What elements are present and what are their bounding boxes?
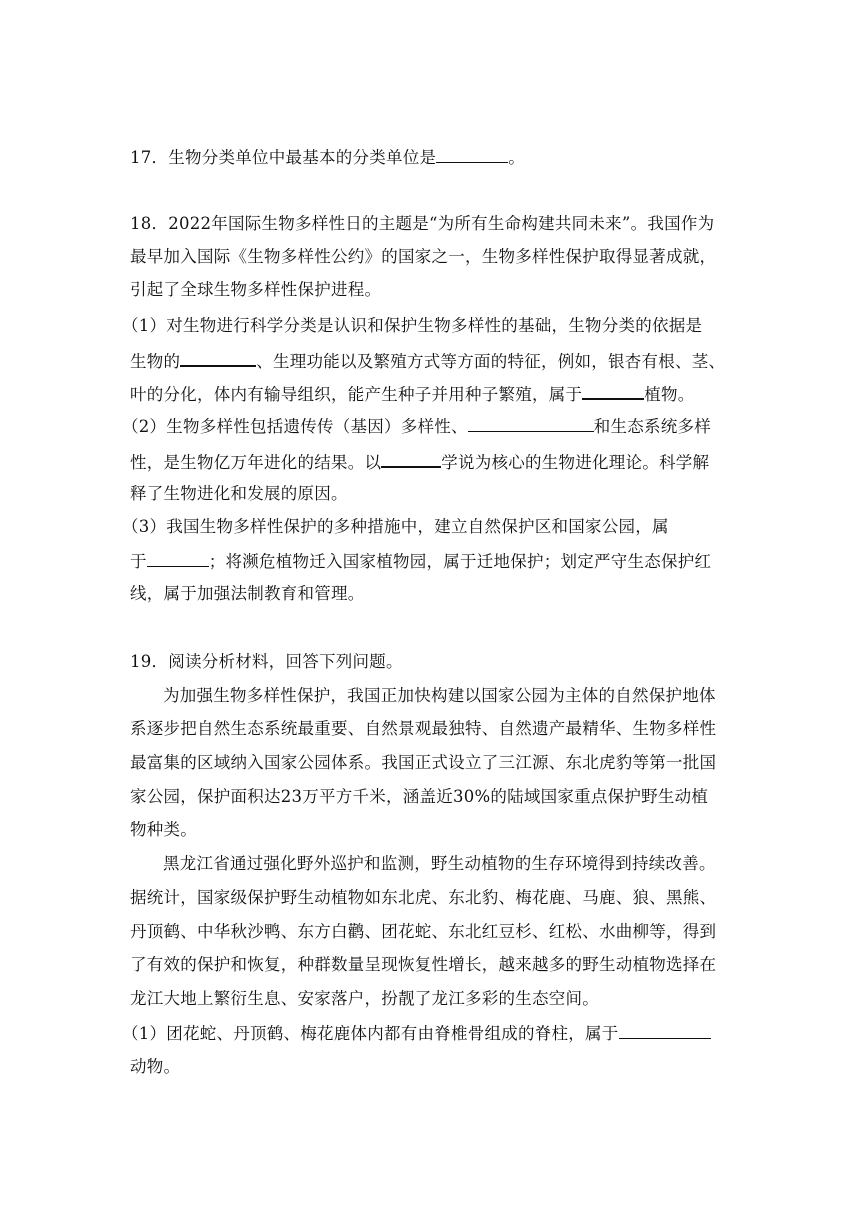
q18-part2-line-3: 释了生物进化和发展的原因。: [130, 484, 348, 503]
q18-part1-text: 生物的: [130, 352, 181, 371]
q18-stem-line-2: 最早加入国际《生物多样性公约》的国家之一，生物多样性保护取得显著成就，: [130, 247, 717, 266]
q19-title: 19．阅读分析材料，回答下列问题。: [130, 652, 403, 671]
q18-part1-line-2: [130, 348, 725, 374]
q17-text: 17．生物分类单位中最基本的分类单位是: [130, 148, 437, 167]
q18-part3-text: ；将濒危植物迁入国家植物园，属于迁地保护；划定严守生态保护红: [208, 552, 712, 571]
q18-part2-line-2: [130, 449, 709, 475]
q18-part1-blank-2[interactable]: [582, 381, 644, 400]
q19-para2-line-3: 丹顶鹤、中华秋沙鸭、东方白鹳、团花蛇、东北红豆杉、红松、水曲柳等，得到: [130, 922, 717, 941]
q18-stem-line-1: 18．2022年国际生物多样性日的主题是“为所有生命构建共同未来”。我国作为: [130, 214, 715, 233]
q18-part2-line-1: [122, 414, 711, 439]
q18-part1-line-1: （1）对生物进行科学分类是认识和保护生物多样性的基础，生物分类的依据是: [122, 316, 703, 335]
q19-part1-text: （1）团花蛇、丹顶鹤、梅花鹿体内都有由脊椎骨组成的脊柱，属于: [122, 1024, 619, 1043]
q18-part3-line-3: 线，属于加强法制教育和管理。: [130, 584, 365, 603]
q18-part3-line-2: [130, 549, 711, 574]
q17-text-end: 。: [508, 148, 525, 167]
q18-part1-text: 植物。: [644, 385, 695, 404]
q18-part2-blank-2[interactable]: [381, 449, 441, 468]
q19-part1-blank[interactable]: [619, 1021, 711, 1039]
q17-answer-blank[interactable]: [436, 145, 508, 163]
q19-para1-line-4: 家公园，保护面积达23万平方千米，涵盖近30%的陆域国家重点保护野生动植: [130, 787, 709, 806]
q18-part2-blank-1[interactable]: [468, 414, 594, 432]
q18-part2-text: 和生态系统多样: [593, 417, 711, 436]
q19-part1-line-2: 动物。: [130, 1057, 181, 1076]
q19-para2-line-5: 龙江大地上繁衍生息、安家落户，扮靓了龙江多彩的生态空间。: [130, 989, 599, 1008]
q18-part3-blank[interactable]: [147, 549, 209, 567]
q18-part1-blank-1[interactable]: [180, 348, 256, 367]
q18-part1-line-3: [130, 381, 695, 407]
q19-para2-line-2: 据统计，国家级保护野生动植物如东北虎、东北豹、梅花鹿、马鹿、狼、黑熊、: [130, 888, 717, 907]
q18-part3-text: 于: [130, 552, 147, 571]
q17-line: [130, 145, 525, 170]
q18-part2-text: 性，是生物亿万年进化的结果。以: [130, 453, 382, 472]
q19-para1-line-3: 最富集的区域纳入国家公园体系。我国正式设立了三江源、东北虎豹等第一批国: [130, 753, 717, 772]
q18-part1-text: 、生理功能以及繁殖方式等方面的特征，例如，银杏有根、茎、: [256, 352, 726, 371]
q19-para2-line-1: 黑龙江省通过强化野外巡护和监测，野生动植物的生存环境得到持续改善。: [163, 854, 716, 873]
q18-part1-text: 叶的分化，体内有输导组织，能产生种子并用种子繁殖，属于: [130, 385, 583, 404]
q18-part3-line-1: （3）我国生物多样性保护的多种措施中，建立自然保护区和国家公园，属: [122, 517, 669, 536]
q19-para2-line-4: 了有效的保护和恢复，种群数量呈现恢复性增长，越来越多的野生动植物选择在: [130, 955, 717, 974]
q19-para1-line-5: 物种类。: [130, 820, 197, 839]
q19-para1-line-1: 为加强生物多样性保护，我国正加快构建以国家公园为主体的自然保护地体: [163, 686, 716, 705]
q18-part2-text: （2）生物多样性包括遗传传（基因）多样性、: [122, 417, 468, 436]
q18-stem-line-3: 引起了全球生物多样性保护进程。: [130, 280, 382, 299]
q19-part1-line-1: [122, 1021, 711, 1046]
q19-para1-line-2: 系逐步把自然生态系统最重要、自然景观最独特、自然遗产最精华、生物多样性: [130, 719, 717, 738]
q18-part2-text: 学说为核心的生物进化理论。科学解: [441, 453, 710, 472]
